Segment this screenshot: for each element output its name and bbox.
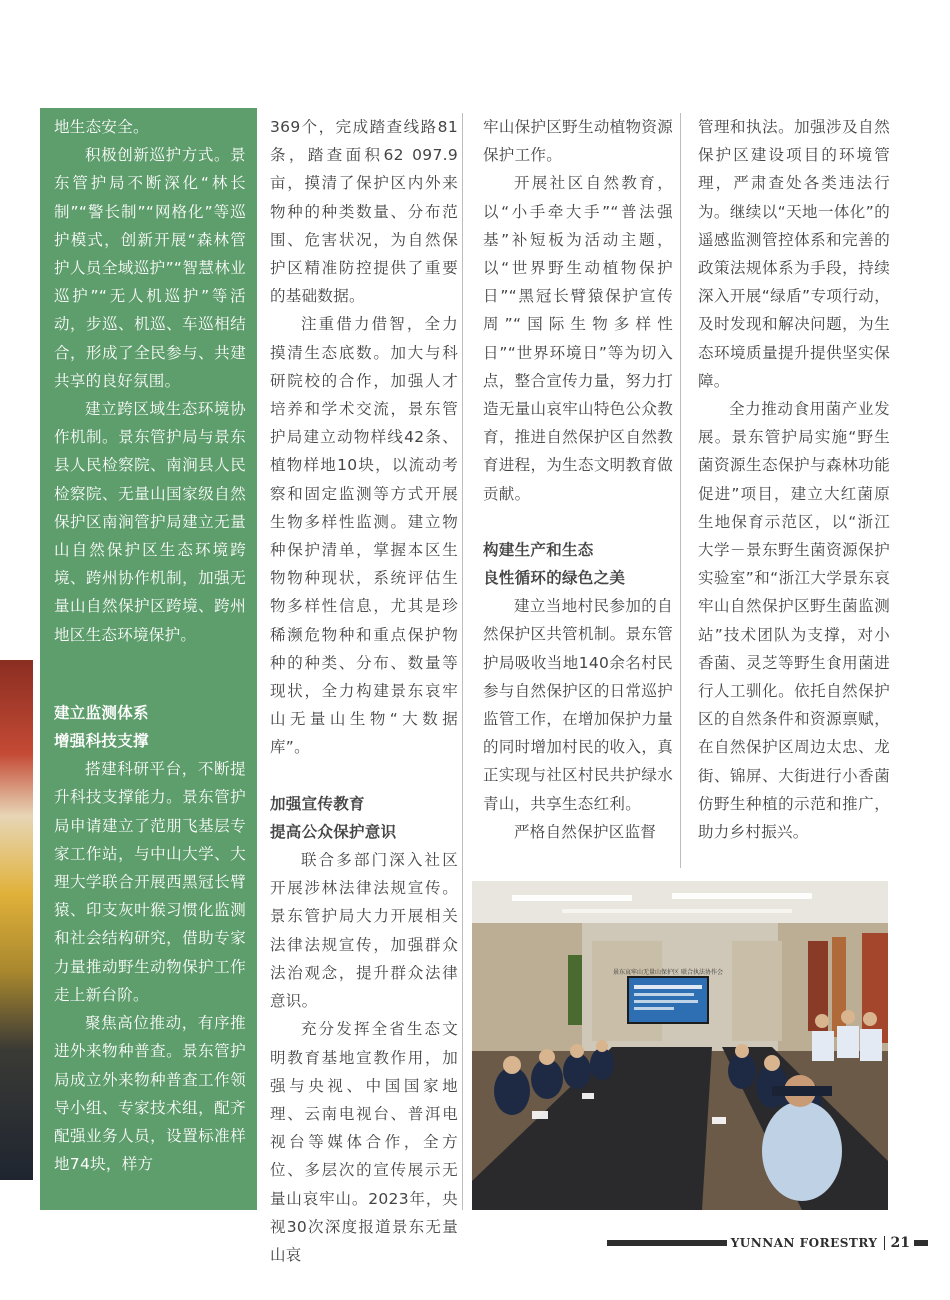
paragraph: 严格自然保护区监督: [514, 822, 657, 841]
paragraph: 联合多部门深入社区开展涉林法律法规宣传。景东管护局大力开展相关法律法规宣传，加强群众法治观念，提升群众法律意识。: [270, 851, 458, 1011]
paragraph: 管理和执法。加强涉及自然保护区建设项目的环境管理，严肃查处各类违法行为。继续以“天地一体化”的遥感监测管控体系和完善的政策法规体系为手段，持续深入开展“绿盾”专项行动，及时发现和解决问题，为生态环境质量提升提供坚实保障。: [698, 118, 890, 390]
paragraph: 积极创新巡护方式。景东管护局不断深化“林长制”“警长制”“网格化”等巡护模式，创新开展“森林管护人员全域巡护”“智慧林业巡护”“无人机巡护”等活动，步巡、机巡、车巡相结合，形成了全民参与、共建共享的良好氛围。: [54, 146, 246, 390]
column-2: [270, 113, 458, 1269]
meeting-photo: [472, 881, 888, 1210]
paragraph: 注重借力借智，全力摸清生态底数。加大与科研院校的合作，加强人才培养和学术交流，景东管护局建立动物样线42条、植物样地10块，以流动考察和固定监测等方式开展生物多样性监测。建立物种保护清单，掌握本区生物物种现状，系统评估生物多样性信息，尤其是珍稀濒危物种和重点保护物种的种类、分布、数量等现状，全力构建景东哀牢山无量山生物“大数据库”。: [270, 315, 458, 757]
section-heading: 构建生产和生态: [483, 540, 594, 559]
paragraph: 建立跨区域生态环境协作机制。景东管护局与景东县人民检察院、南涧县人民检察院、无量山国家级自然保护区南涧管护局建立无量山自然保护区生态环境跨境、跨州协作机制，加强无量山自然保护区跨境、跨州地区生态环境保护。: [54, 400, 246, 644]
column-4: [698, 113, 890, 846]
paragraph: 全力推动食用菌产业发展。景东管护局实施“野生菌资源生态保护与森林功能促进”项目，建立大红菌原生地保育示范区，以“浙江大学－景东野生菌资源保护实验室”和“浙江大学景东哀牢山自然保护区野生菌监测站”技术团队为支撑，对小香菌、灵芝等野生食用菌进行人工驯化。依托自然保护区的自然条件和资源禀赋，在自然保护区周边太忠、龙街、锦屏、大街进行小香菌仿野生种植的示范和推广，助力乡村振兴。: [698, 400, 890, 842]
column-divider: [680, 113, 681, 868]
column-3: [483, 113, 673, 846]
paragraph: 建立当地村民参加的自然保护区共管机制。景东管护局吸收当地140余名村民参与自然保护区的日常巡护监管工作，在增加保护力量的同时增加村民的收入，真正实现与社区村民共护绿水青山，共享生态红利。: [483, 597, 673, 813]
section-heading: 建立监测体系: [54, 703, 149, 722]
paragraph: 聚焦高位推动，有序推进外来物种普查。景东管护局成立外来物种普查工作领导小组、专家技术组，配齐配强业务人员，设置标准样地74块，样方: [54, 1014, 246, 1174]
footer-separator: [884, 1236, 885, 1250]
footer-bar-end: [914, 1240, 928, 1246]
footer-bar: [607, 1240, 727, 1246]
section-heading: 良性循环的绿色之美: [483, 569, 626, 588]
column-1: [54, 113, 246, 1178]
paragraph: 369个，完成踏查线路81条，踏查面积62 097.9亩，摸清了保护区内外来物种的种类数量、分布范围、危害状况，为自然保护区精准防控提供了重要的基础数据。: [270, 118, 458, 306]
paragraph: 搭建科研平台，不断提升科技支撑能力。景东管护局申请建立了范朋飞基层专家工作站，与中山大学、大理大学联合开展西黑冠长臂猿、印支灰叶猴习惯化监测和社会结构研究，借助专家力量推动野生动物保护工作走上新台阶。: [54, 760, 246, 1004]
paragraph: 开展社区自然教育，以“小手牵大手”“普法强基”补短板为活动主题，以“世界野生动植物保护日”“黑冠长臂猿保护宣传周”“国际生物多样性日”“世界环境日”等为切入点，整合宣传力量，努力打造无量山哀牢山特色公众教育，推进自然保护区自然教育进程，为生态文明教育做贡献。: [483, 174, 673, 503]
page-footer: [607, 1234, 928, 1252]
column-divider: [462, 113, 463, 1210]
section-heading: 加强宣传教育: [270, 794, 365, 813]
paragraph: 地生态安全。: [54, 118, 149, 136]
screen-caption: 景东哀牢山无量山保护区 联合执法协作会: [613, 969, 723, 976]
paragraph: 充分发挥全省生态文明教育基地宣教作用，加强与央视、中国国家地理、云南电视台、普洱电视台等媒体合作，全方位、多层次的宣传展示无量山哀牢山。2023年，央视30次深度报道景东无量山哀: [270, 1020, 458, 1264]
section-heading: 提高公众保护意识: [270, 822, 397, 841]
page-number: 21: [890, 1235, 910, 1251]
magazine-name: YUNNAN FORESTRY: [730, 1236, 878, 1250]
paragraph: 牢山保护区野生动植物资源保护工作。: [483, 118, 673, 165]
left-photo-edge: [0, 660, 33, 1180]
section-heading: 增强科技支撑: [54, 732, 149, 751]
